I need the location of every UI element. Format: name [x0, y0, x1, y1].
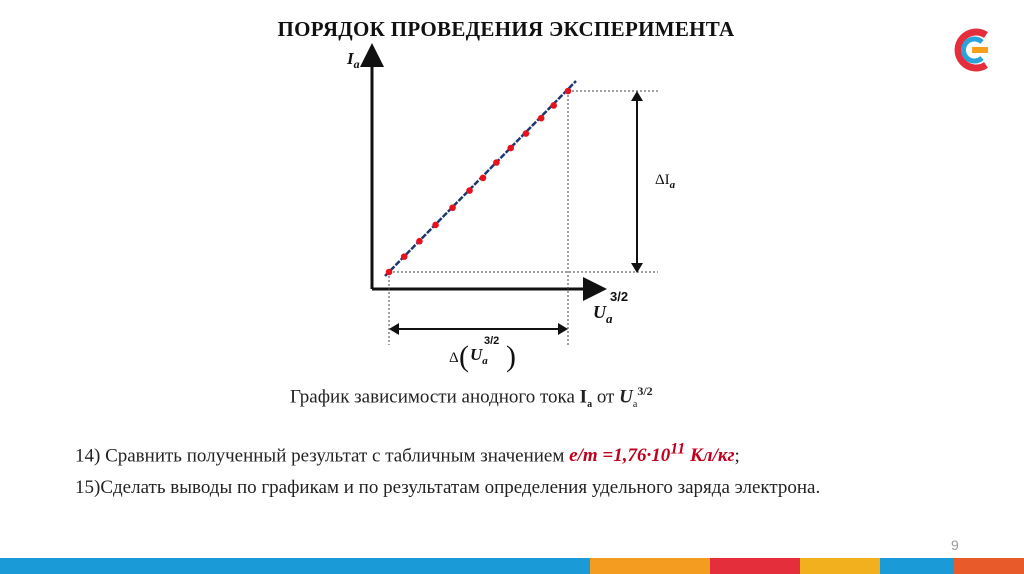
footer-color-bar	[0, 558, 1024, 574]
svg-text:): )	[506, 340, 516, 373]
data-point	[449, 204, 456, 211]
data-point	[550, 102, 557, 109]
step-15: 15)Сделать выводы по графикам и по результатам определения удельного заряда электрона.	[75, 477, 821, 498]
x-axis-label: U	[593, 302, 606, 322]
y-axis-sub: a	[353, 57, 360, 71]
svg-text:(: (	[459, 340, 469, 373]
data-point	[493, 159, 500, 166]
delta-ia-sub: a	[669, 179, 676, 191]
page-number: 9	[951, 537, 959, 553]
delta-ia-label: ΔI	[655, 172, 670, 188]
data-point	[565, 88, 572, 95]
em-ratio-value: $e/m =1,76\cdot 10^{11}$ Кл/кг	[569, 441, 735, 467]
svg-text:Ua	[470, 345, 488, 367]
delta-u-label: Δ	[449, 350, 459, 366]
x-axis-sup: 3/2	[610, 289, 629, 304]
step-14: 14) Сравнить полученный результат с табличным значением $e/m =1,76\cdot 10^{11}$ Кл/кг;	[75, 441, 740, 467]
data-point	[416, 238, 423, 245]
data-point	[466, 187, 473, 194]
svg-text:Ua	[593, 302, 613, 326]
x-axis-sub: a	[606, 311, 613, 326]
data-point	[401, 253, 408, 260]
delta-u-sup: 3/2	[484, 335, 500, 347]
slide-title: ПОРЯДОК ПРОВЕДЕНИЯ ЭКСПЕРИМЕНТА	[277, 17, 735, 41]
data-point	[538, 115, 545, 122]
svg-text:ΔIa	[655, 172, 676, 191]
data-point	[480, 175, 487, 182]
data-point	[523, 130, 530, 137]
delta-u-sub: a	[482, 355, 488, 367]
data-point	[432, 222, 439, 229]
data-point	[507, 145, 514, 152]
y-axis-label: I	[347, 49, 354, 68]
graph-caption: График зависимости анодного тока $I_a$ от $U_a^{3/2}$	[290, 384, 653, 411]
delta-u-var: U	[470, 345, 483, 364]
svg-text:Ia	[346, 49, 360, 71]
data-point	[386, 269, 393, 276]
